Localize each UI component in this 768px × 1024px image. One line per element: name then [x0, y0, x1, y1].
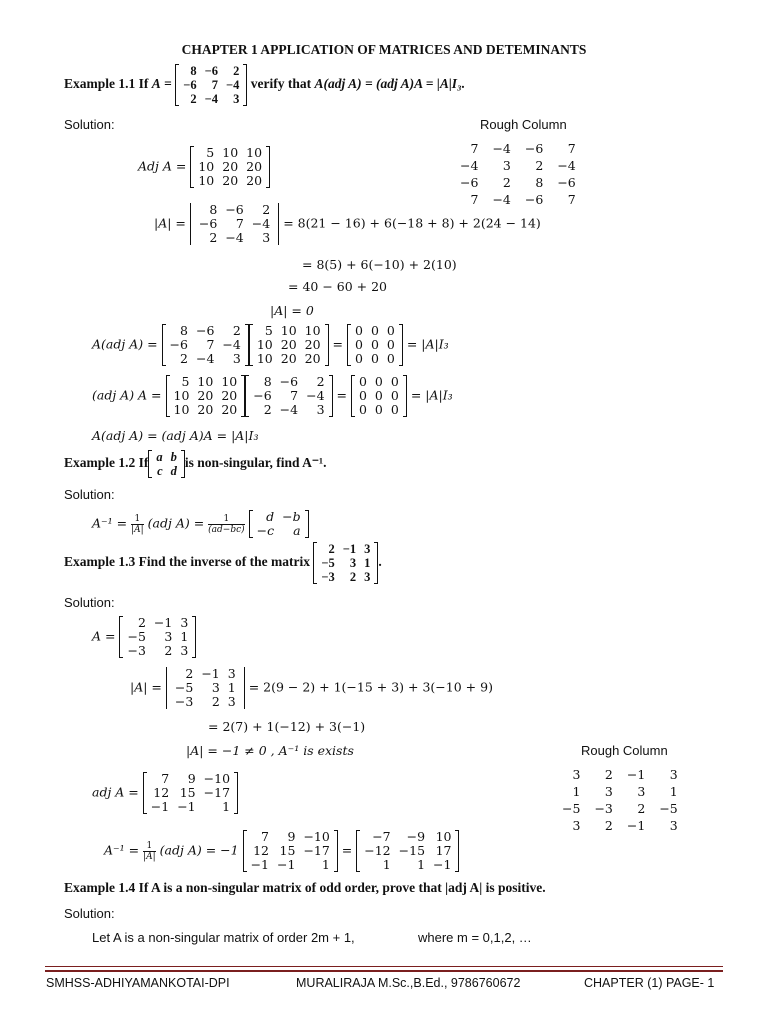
matrix-cell: −1 — [201, 666, 220, 681]
matrix-cell: 7 — [470, 141, 479, 156]
matrix-a — [175, 64, 247, 106]
matrix-cell: 3 — [233, 92, 240, 106]
matrix-cell: 20 — [304, 351, 321, 366]
matrix-cell: −1 — [277, 857, 296, 872]
matrix-cell: 20 — [222, 159, 239, 174]
matrix-cell: 7 — [567, 141, 576, 156]
matrix-cell: 10 — [256, 337, 273, 352]
matrix-cell: −6 — [524, 192, 544, 207]
matrix-cell: 7 — [161, 771, 170, 786]
matrix-cell: 0 — [390, 388, 399, 403]
zero-matrix — [351, 375, 407, 417]
matrix-cell: −1 — [250, 857, 269, 872]
adj-a-matrix — [243, 830, 338, 872]
matrix-cell: 10 — [222, 145, 239, 160]
zero-matrix — [347, 324, 403, 366]
matrix-cell: −1 — [342, 542, 357, 556]
product-a-adj: A(adj A) = 8 −6 2 −6 7 −4 2 −4 3 5 10 10 10 20 20 10 20 20 = 0 0 0 0 0 0 0 0 0 = |A|I₃ — [92, 323, 449, 366]
matrix-cell: −3 — [174, 694, 194, 709]
matrix-cell: 0 — [355, 351, 363, 366]
matrix-cell: 0 — [390, 374, 399, 389]
matrix-cell: d — [170, 464, 177, 478]
rough-column-table — [452, 139, 584, 209]
matrix-cell: −4 — [222, 337, 241, 352]
matrix-cell: −4 — [557, 158, 576, 173]
matrix-cell: −4 — [251, 216, 271, 231]
matrix-cell: 1 — [222, 799, 231, 814]
matrix-cell: −15 — [398, 843, 426, 858]
matrix-cell: 3 — [211, 680, 220, 695]
matrix-cell: 7 — [206, 337, 215, 352]
matrix-cell: 3 — [262, 230, 271, 245]
matrix-cell: 8 — [180, 323, 188, 338]
matrix-cell: 1 — [180, 629, 189, 644]
matrix-cell: 2 — [316, 374, 325, 389]
solution-label: Solution: — [64, 595, 115, 610]
matrix-cell: 0 — [355, 337, 363, 352]
matrix-cell: 0 — [374, 388, 383, 403]
example-label: Example 1.1 If — [64, 76, 149, 92]
matrix-cell: 10 — [197, 374, 214, 389]
matrix-cell: 8 — [535, 175, 544, 190]
matrix-a — [245, 375, 332, 417]
matrix-cell: 7 — [235, 216, 244, 231]
matrix-m — [313, 542, 378, 584]
matrix-cell: −1 — [153, 615, 173, 630]
matrix-cell: −6 — [183, 78, 197, 92]
matrix-cell: 3 — [637, 784, 646, 799]
matrix-abcd — [148, 450, 185, 478]
matrix-cell: −4 — [225, 230, 244, 245]
matrix-cell: −3 — [594, 801, 613, 816]
matrix-cell: 1 — [321, 857, 330, 872]
matrix-cell: 12 — [253, 843, 269, 858]
matrix-cell: 3 — [180, 615, 189, 630]
matrix-cell: 10 — [221, 374, 238, 389]
example-1-1: Example 1.1 If A = 8 −6 2 −6 7 −4 2 −4 3 verify that A(adj A) = (adj A)A = |A|I₃. — [64, 64, 466, 106]
matrix-cell: −17 — [203, 785, 231, 800]
fraction: $\frac{1}{|A|}$ — [143, 840, 156, 862]
matrix-cell: 1 — [364, 556, 371, 570]
matrix-cell: 0 — [370, 323, 379, 338]
det-a-matrix — [190, 203, 279, 245]
matrix-cell: 0 — [374, 402, 383, 417]
matrix-cell: 0 — [374, 374, 383, 389]
matrix-cell: 3 — [316, 402, 325, 417]
matrix-cell: 3 — [572, 818, 581, 833]
matrix-cell: 3 — [232, 351, 241, 366]
rough-column-title: Rough Column — [581, 743, 668, 758]
matrix-cell: 10 — [173, 402, 190, 417]
matrix-cell: −6 — [195, 323, 215, 338]
matrix-cell: 17 — [435, 843, 452, 858]
matrix-cell: 0 — [358, 402, 367, 417]
matrix-cell: 10 — [280, 323, 297, 338]
matrix-cell: 2 — [137, 615, 146, 630]
matrix-cell: 3 — [164, 629, 173, 644]
matrix-cell: 8 — [263, 374, 272, 389]
matrix-cell: 2 — [328, 542, 335, 556]
matrix-cell: 9 — [187, 771, 196, 786]
matrix-cell: −b — [282, 509, 301, 524]
matrix-cell: 0 — [370, 351, 379, 366]
fraction: $\frac{1}{(ad-bc)}$ — [208, 513, 245, 535]
matrix-cell: 2 — [209, 230, 218, 245]
matrix-cell: 20 — [280, 337, 297, 352]
matrix-cell: 2 — [164, 643, 173, 658]
matrix-cell: 1 — [572, 784, 581, 799]
matrix-cell: 2 — [233, 64, 240, 78]
matrix-cell: 2 — [232, 323, 241, 338]
matrix-cell: −4 — [306, 388, 325, 403]
adj-a-row: adj A = 7 9 −10 12 15 −17 −1 −1 1 — [92, 772, 238, 814]
matrix-cell: 1 — [227, 680, 236, 695]
det-a-row: |A| = 8 −6 2 −6 7 −4 2 −4 3 = 8(21 − 16) + 6(−18 + 8) + 2(24 − 14) — [154, 202, 541, 245]
matrix-cell: 3 — [669, 767, 678, 782]
matrix-cell: 0 — [386, 351, 395, 366]
matrix-cell: 5 — [206, 145, 215, 160]
footer-divider — [45, 966, 723, 967]
matrix-cell: −12 — [364, 843, 391, 858]
matrix-cell: 3 — [669, 818, 678, 833]
inverse-row: A⁻¹ = $\frac{1}{|A|}$ (adj A) = −1 7 9 −10 12 15 −17 −1 −1 1 = −7 −9 10 −12 −15 17 1 1 −1 — [104, 830, 459, 872]
matrix-cell: 10 — [173, 388, 190, 403]
matrix-cell: 20 — [304, 337, 321, 352]
adj-a-matrix — [143, 772, 238, 814]
example-1-4: Example 1.4 If A is a non-singular matrix of odd order, prove that |adj A| is positive. — [64, 880, 546, 895]
matrix-cell: 5 — [264, 323, 273, 338]
matrix-cell: 20 — [222, 173, 239, 188]
matrix-cell: 0 — [386, 323, 395, 338]
where-clause: where m = 0,1,2, … — [418, 930, 532, 945]
matrix-cell: −6 — [524, 141, 544, 156]
matrix-cell: −6 — [253, 388, 272, 403]
rough-column-table — [554, 765, 686, 835]
matrix-cell: 9 — [287, 829, 296, 844]
order-statement: Let A is a non-singular matrix of order 2m + 1, — [92, 930, 355, 945]
det-a-row: |A| = 2 −1 3 −5 3 1 −3 2 3 = 2(9 − 2) + 1(−15 + 3) + 3(−10 + 9) — [130, 666, 493, 709]
matrix-cell: −4 — [225, 78, 240, 92]
matrix-cell: 20 — [221, 402, 238, 417]
matrix-cell: −17 — [303, 843, 330, 858]
matrix-cell: 7 — [290, 388, 299, 403]
matrix-cell: 2 — [185, 666, 194, 681]
matrix-cell: −9 — [406, 829, 426, 844]
matrix-cell: −c — [256, 523, 275, 538]
matrix-cell: 15 — [279, 843, 296, 858]
det-step-1: = 8(5) + 6(−10) + 2(10) — [302, 257, 457, 272]
matrix-cell: 12 — [153, 785, 170, 800]
matrix-cell: 20 — [221, 388, 238, 403]
matrix-cell: −1 — [626, 767, 646, 782]
matrix-cell: 10 — [256, 351, 273, 366]
matrix-cell: −10 — [303, 829, 330, 844]
matrix-cell: 3 — [364, 542, 371, 556]
matrix-cell: −6 — [460, 175, 479, 190]
matrix-cell: 8 — [209, 202, 218, 217]
product-adj-a: (adj A) A = 5 10 10 10 20 20 10 20 20 8 −6 2 −6 7 −4 2 −4 3 = 0 0 0 0 0 0 0 0 0 = |A|I₃ — [92, 374, 453, 417]
matrix-cell: −4 — [492, 141, 511, 156]
matrix-cell: 1 — [669, 784, 678, 799]
det-a-matrix — [166, 667, 245, 709]
footer-divider — [45, 970, 723, 972]
adj-a-matrix — [190, 146, 270, 188]
matrix-a — [119, 616, 196, 658]
matrix-cell: 5 — [181, 374, 190, 389]
det-step-1: = 2(7) + 1(−12) + 3(−1) — [208, 719, 366, 734]
fraction: $\frac{1}{|A|}$ — [131, 513, 144, 535]
matrix-cell: a — [293, 523, 301, 538]
matrix-cell: 2 — [211, 694, 220, 709]
solution-label: Solution: — [64, 117, 115, 132]
matrix-cell: −4 — [195, 351, 215, 366]
matrix-cell: 0 — [358, 388, 367, 403]
matrix-cell: 1 — [417, 857, 426, 872]
matrix-cell: −7 — [372, 829, 391, 844]
inverse-matrix — [356, 830, 459, 872]
matrix-cell: 20 — [280, 351, 297, 366]
matrix-cell: 2 — [535, 158, 544, 173]
matrix-cell: −5 — [174, 680, 194, 695]
matrix-cell: −3 — [321, 570, 335, 584]
matrix-cell: 0 — [386, 337, 395, 352]
conclusion: A(adj A) = (adj A)A = |A|I₃ — [92, 428, 259, 443]
matrix-cell: −1 — [626, 818, 646, 833]
matrix-cell: 2 — [263, 402, 272, 417]
matrix-cell: −5 — [127, 629, 146, 644]
matrix-cell: 3 — [227, 694, 236, 709]
matrix-cell: 7 — [261, 829, 269, 844]
matrix-cell: −1 — [433, 857, 452, 872]
matrix-cell: 0 — [370, 337, 379, 352]
matrix-cell: 0 — [355, 323, 363, 338]
matrix-cell: 1 — [382, 857, 391, 872]
adj-a-matrix — [249, 324, 329, 366]
matrix-cell: 20 — [197, 402, 214, 417]
matrix-cell: 2 — [180, 351, 188, 366]
matrix-cell: 8 — [190, 64, 197, 78]
matrix-cell: −1 — [177, 799, 196, 814]
matrix-cell: 2 — [637, 801, 646, 816]
det-result: |A| = −1 ≠ 0 , A⁻¹ is exists — [186, 743, 354, 758]
footer-author: MURALIRAJA M.Sc.,B.Ed., 9786760672 — [296, 976, 521, 990]
matrix-cell: a — [156, 450, 163, 464]
matrix-a-def: A = 2 −1 3 −5 3 1 −3 2 3 — [92, 616, 196, 658]
matrix-cell: 20 — [246, 173, 263, 188]
matrix-cell: 2 — [190, 92, 197, 106]
solution-label: Solution: — [64, 487, 115, 502]
matrix-cell: 3 — [502, 158, 511, 173]
matrix-cell: −6 — [279, 374, 299, 389]
inverse-formula: A⁻¹ = $\frac{1}{|A|}$ (adj A) = $\frac{1}{(ad-bc)}$ d −b −c a — [92, 510, 309, 538]
matrix-cell: −10 — [203, 771, 231, 786]
matrix-cell: d — [266, 509, 275, 524]
matrix-cell: −6 — [225, 202, 244, 217]
matrix-cell: 7 — [211, 78, 218, 92]
matrix-cell: 0 — [358, 374, 367, 389]
matrix-cell: 10 — [435, 829, 452, 844]
matrix-cell: 2 — [604, 818, 613, 833]
adj-a-matrix — [166, 375, 246, 417]
statement: A(adj A) = (adj A)A = |A|I₃. — [314, 76, 466, 92]
matrix-cell: 10 — [246, 145, 263, 160]
det-result: |A| = 0 — [270, 303, 314, 318]
matrix-cell: −6 — [198, 216, 218, 231]
adj-a-row: Adj A = 5 10 10 10 20 20 10 20 20 — [138, 146, 270, 188]
matrix-cell: 2 — [604, 767, 613, 782]
matrix-cell: −1 — [150, 799, 170, 814]
example-1-2: Example 1.2 If a b c d is non-singular, find A⁻¹. — [64, 450, 327, 478]
matrix-cell: 20 — [197, 388, 214, 403]
matrix-cell: −5 — [659, 801, 678, 816]
det-step-2: = 40 − 60 + 20 — [288, 279, 388, 294]
matrix-cell: b — [170, 450, 177, 464]
matrix-cell: 3 — [572, 767, 581, 782]
matrix-cell: −5 — [562, 801, 581, 816]
rough-column-title: Rough Column — [480, 117, 567, 132]
solution-label: Solution: — [64, 906, 115, 921]
matrix-cell: 2 — [349, 570, 357, 584]
matrix-cell: 2 — [502, 175, 511, 190]
matrix-cell: 10 — [198, 173, 215, 188]
matrix-r — [249, 510, 309, 538]
matrix-cell: 3 — [227, 666, 236, 681]
matrix-cell: 2 — [262, 202, 271, 217]
matrix-cell: −4 — [279, 402, 299, 417]
matrix-cell: 0 — [390, 402, 399, 417]
matrix-cell: 7 — [567, 192, 576, 207]
matrix-cell: −3 — [127, 643, 146, 658]
matrix-cell: 3 — [349, 556, 357, 570]
matrix-cell: 10 — [304, 323, 321, 338]
matrix-cell: −6 — [204, 64, 218, 78]
footer-school: SMHSS-ADHIYAMANKOTAI-DPI — [46, 976, 230, 990]
matrix-cell: 15 — [179, 785, 196, 800]
page-title: CHAPTER 1 APPLICATION OF MATRICES AND DETEMINANTS — [181, 42, 587, 57]
matrix-a — [162, 324, 249, 366]
matrix-cell: −6 — [169, 337, 188, 352]
matrix-cell: c — [157, 464, 163, 478]
matrix-cell: −4 — [204, 92, 218, 106]
matrix-cell: 7 — [470, 192, 479, 207]
matrix-cell: 3 — [180, 643, 189, 658]
matrix-cell: −4 — [492, 192, 511, 207]
matrix-cell: −4 — [460, 158, 479, 173]
matrix-cell: −6 — [557, 175, 576, 190]
matrix-cell: 3 — [364, 570, 371, 584]
matrix-cell: 10 — [198, 159, 215, 174]
matrix-cell: −5 — [321, 556, 335, 570]
matrix-cell: 20 — [246, 159, 263, 174]
footer-page: CHAPTER (1) PAGE- 1 — [584, 976, 715, 990]
example-1-3: Example 1.3 Find the inverse of the matrix 2 −1 3 −5 3 1 −3 2 3 . — [64, 542, 382, 584]
matrix-cell: 3 — [604, 784, 613, 799]
